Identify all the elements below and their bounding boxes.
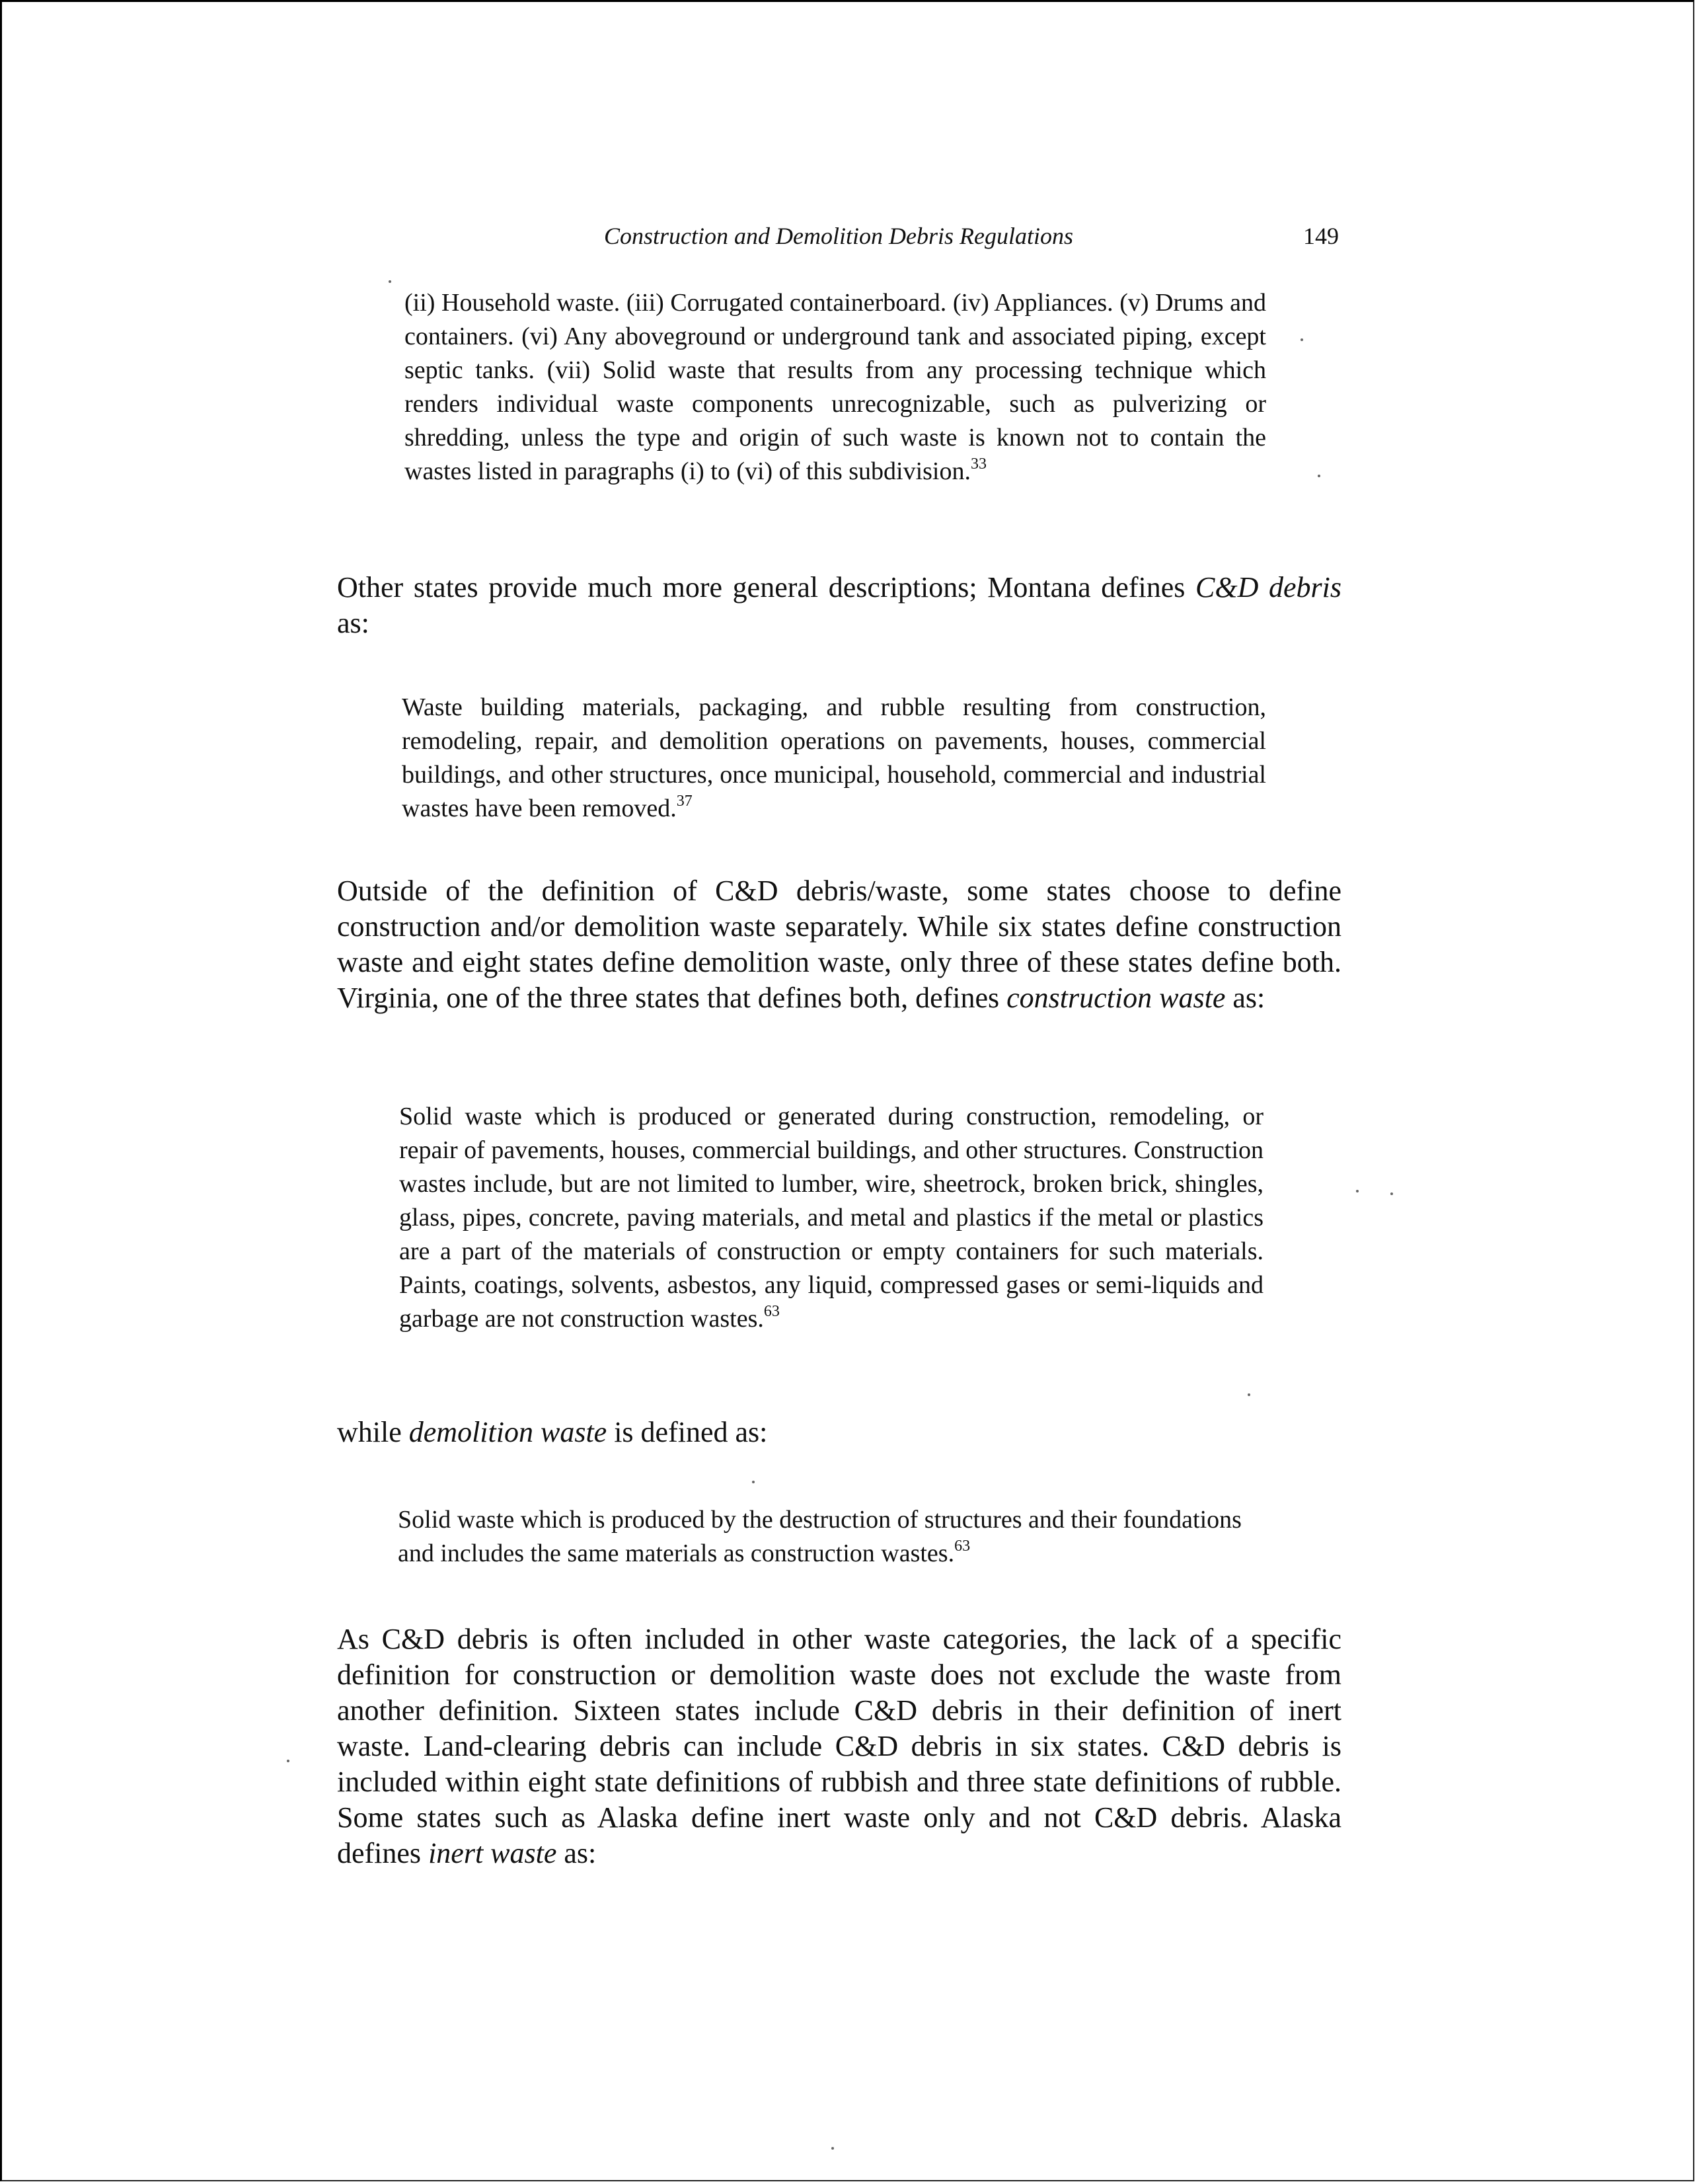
quote-body: Waste building materials, packaging, and rubble resulting from construction, remodeling, repair, and demolition operations on pavements, houses, commercial buildings, and other structures, once municipal, household, commercial and industrial wastes have been removed. bbox=[402, 693, 1266, 822]
quote-text bbox=[404, 286, 1266, 488]
text-before: As C&D debris is often included in other waste categories, the lack of a specific definition for construction or demolition waste does not exclude the waste from another definition. Sixteen states include C&D debris in their definition of inert waste. Land-clearing debris can include C&D debris in six states. C&D debris is included within eight state definitions of rubbish and three state definitions of rubble. Some states such as Alaska define inert waste only and not C&D debris. Alaska defines bbox=[337, 1623, 1341, 1869]
paragraph-inert-waste bbox=[337, 1621, 1341, 1871]
term-cd-debris: C&D debris bbox=[1195, 571, 1341, 604]
scan-speck bbox=[1356, 1190, 1359, 1192]
quote-montana-definition bbox=[402, 691, 1266, 826]
quote-body: Solid waste which is produced or generated during construction, remodeling, or repair of pavements, houses, commercial buildings, and other structures. Construction wastes include, but are not limited to lumber, wire, sheetrock, broken brick, shingles, glass, pipes, concrete, paving materials, and metal and plastics if the metal or plastics are a part of the materials of construction or empty containers for such materials. Paints, coatings, solvents, asbestos, any liquid, compressed gases or semi-liquids and garbage are not construction wastes. bbox=[399, 1103, 1263, 1333]
page-number: 149 bbox=[1303, 223, 1339, 249]
scan-speck bbox=[1390, 1192, 1393, 1195]
paragraph-demolition bbox=[337, 1415, 1341, 1450]
quote-demolition-waste-definition bbox=[398, 1503, 1257, 1571]
scan-speck bbox=[1318, 475, 1320, 477]
quote-body: Solid waste which is produced by the destruction of structures and their foundations and includes the same materials as construction wastes. bbox=[398, 1506, 1242, 1567]
text-after: as: bbox=[1225, 982, 1265, 1014]
scan-speck bbox=[831, 2147, 834, 2150]
scan-speck bbox=[389, 280, 391, 283]
quote-text bbox=[399, 1100, 1263, 1336]
text-before: Other states provide much more general descriptions; Montana defines bbox=[337, 571, 1195, 604]
scan-speck bbox=[1248, 1393, 1250, 1396]
scan-speck bbox=[287, 1760, 289, 1762]
term-demolition-waste: demolition waste bbox=[408, 1416, 607, 1448]
quote-body: (ii) Household waste. (iii) Corrugated containerboard. (iv) Appliances. (v) Drums and containers. (vi) Any aboveground or underground tank and associated piping, except septic tanks. (vii) Solid waste that results from any processing technique which renders individual waste components unrecognizable, such as pulverizing or shredding, unless the type and origin of such waste is known not to contain the wastes listed in paragraphs (i) to (vi) of this subdivision. bbox=[404, 289, 1266, 485]
footnote-ref: 63 bbox=[763, 1303, 780, 1321]
running-header bbox=[338, 218, 1339, 254]
term-construction-waste: construction waste bbox=[1006, 982, 1226, 1014]
quote-construction-waste-definition bbox=[399, 1100, 1263, 1336]
text-after: is defined as: bbox=[607, 1416, 768, 1448]
text-after: as: bbox=[337, 607, 369, 639]
quote-text bbox=[398, 1503, 1257, 1571]
term-inert-waste: inert waste bbox=[428, 1837, 557, 1869]
text-before: Outside of the definition of C&D debris/waste, some states choose to define construction and/or demolition waste separately. While six states define construction waste and eight states define demolition waste, only three of these states define both. Virginia, one of the three states that defines both, defines bbox=[337, 875, 1341, 1014]
paragraph-montana bbox=[337, 570, 1341, 641]
quote-text bbox=[402, 691, 1266, 826]
footnote-ref: 37 bbox=[676, 793, 693, 810]
paragraph-virginia bbox=[337, 873, 1341, 1016]
text-before: while bbox=[337, 1416, 409, 1448]
scan-speck bbox=[1301, 338, 1303, 341]
scan-speck bbox=[752, 1481, 755, 1483]
footnote-ref: 33 bbox=[971, 455, 987, 473]
text-after: as: bbox=[556, 1837, 597, 1869]
quote-household-waste bbox=[404, 286, 1266, 488]
running-title: Construction and Demolition Debris Regulations bbox=[604, 223, 1073, 249]
footnote-ref: 63 bbox=[954, 1538, 971, 1555]
